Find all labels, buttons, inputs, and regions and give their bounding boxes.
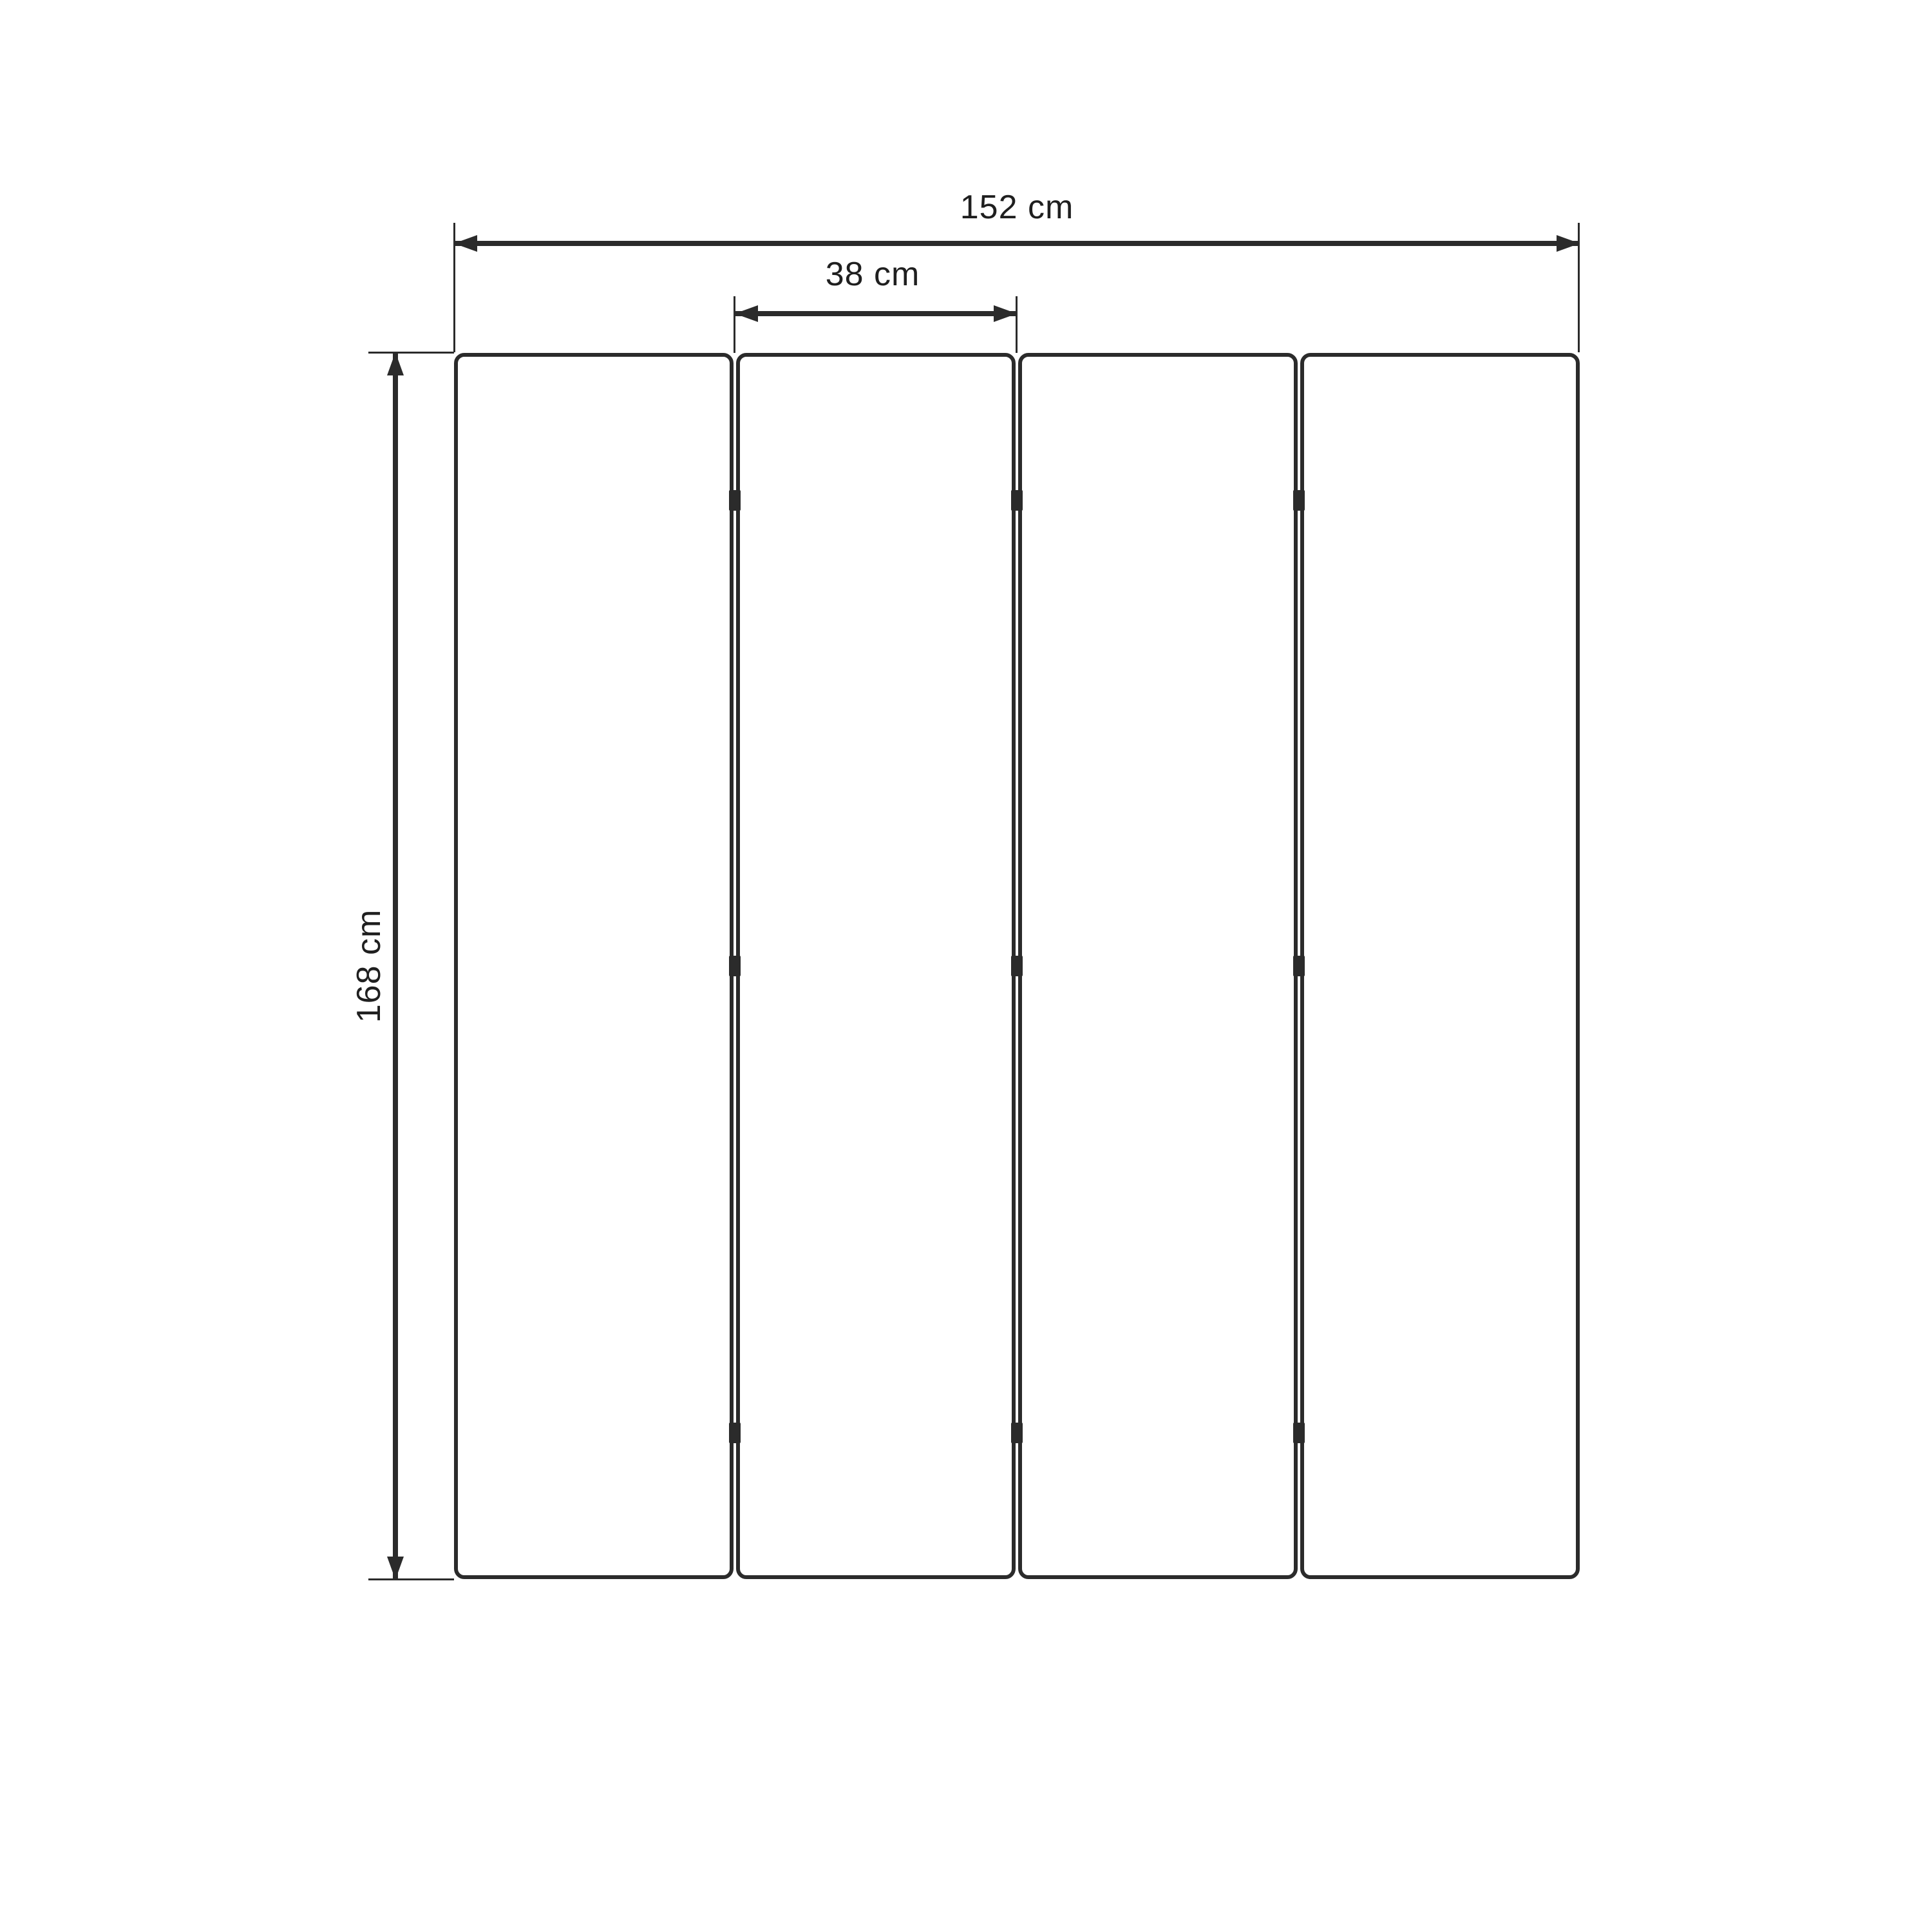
hinge bbox=[729, 1423, 741, 1443]
hinge bbox=[1011, 956, 1023, 976]
hinge bbox=[1011, 490, 1023, 511]
hinge bbox=[1011, 1423, 1023, 1443]
panel-2 bbox=[736, 353, 1016, 1579]
arrowhead-left-icon bbox=[454, 235, 477, 252]
total-width-label: 152 cm bbox=[960, 189, 1074, 226]
arrowhead-right-icon bbox=[994, 305, 1017, 322]
extension-line-top bbox=[368, 352, 454, 354]
panel-4 bbox=[1300, 353, 1580, 1579]
arrowhead-left-icon bbox=[735, 305, 758, 322]
hinge bbox=[729, 956, 741, 976]
extension-line-bottom bbox=[368, 1578, 454, 1580]
height-dimension-line bbox=[393, 352, 398, 1580]
panel-width-label: 38 cm bbox=[825, 256, 920, 293]
arrowhead-right-icon bbox=[1557, 235, 1580, 252]
arrowhead-down-icon bbox=[387, 1557, 404, 1580]
panel-width-dimension-line bbox=[735, 311, 1017, 316]
hinge bbox=[1293, 490, 1305, 511]
hinge bbox=[1293, 956, 1305, 976]
hinge bbox=[1293, 1423, 1305, 1443]
hinge bbox=[729, 490, 741, 511]
panel-1 bbox=[454, 353, 734, 1579]
arrowhead-up-icon bbox=[387, 352, 404, 375]
panel-3 bbox=[1018, 353, 1298, 1579]
height-label: 168 cm bbox=[350, 909, 388, 1023]
total-width-dimension-line bbox=[454, 241, 1580, 246]
